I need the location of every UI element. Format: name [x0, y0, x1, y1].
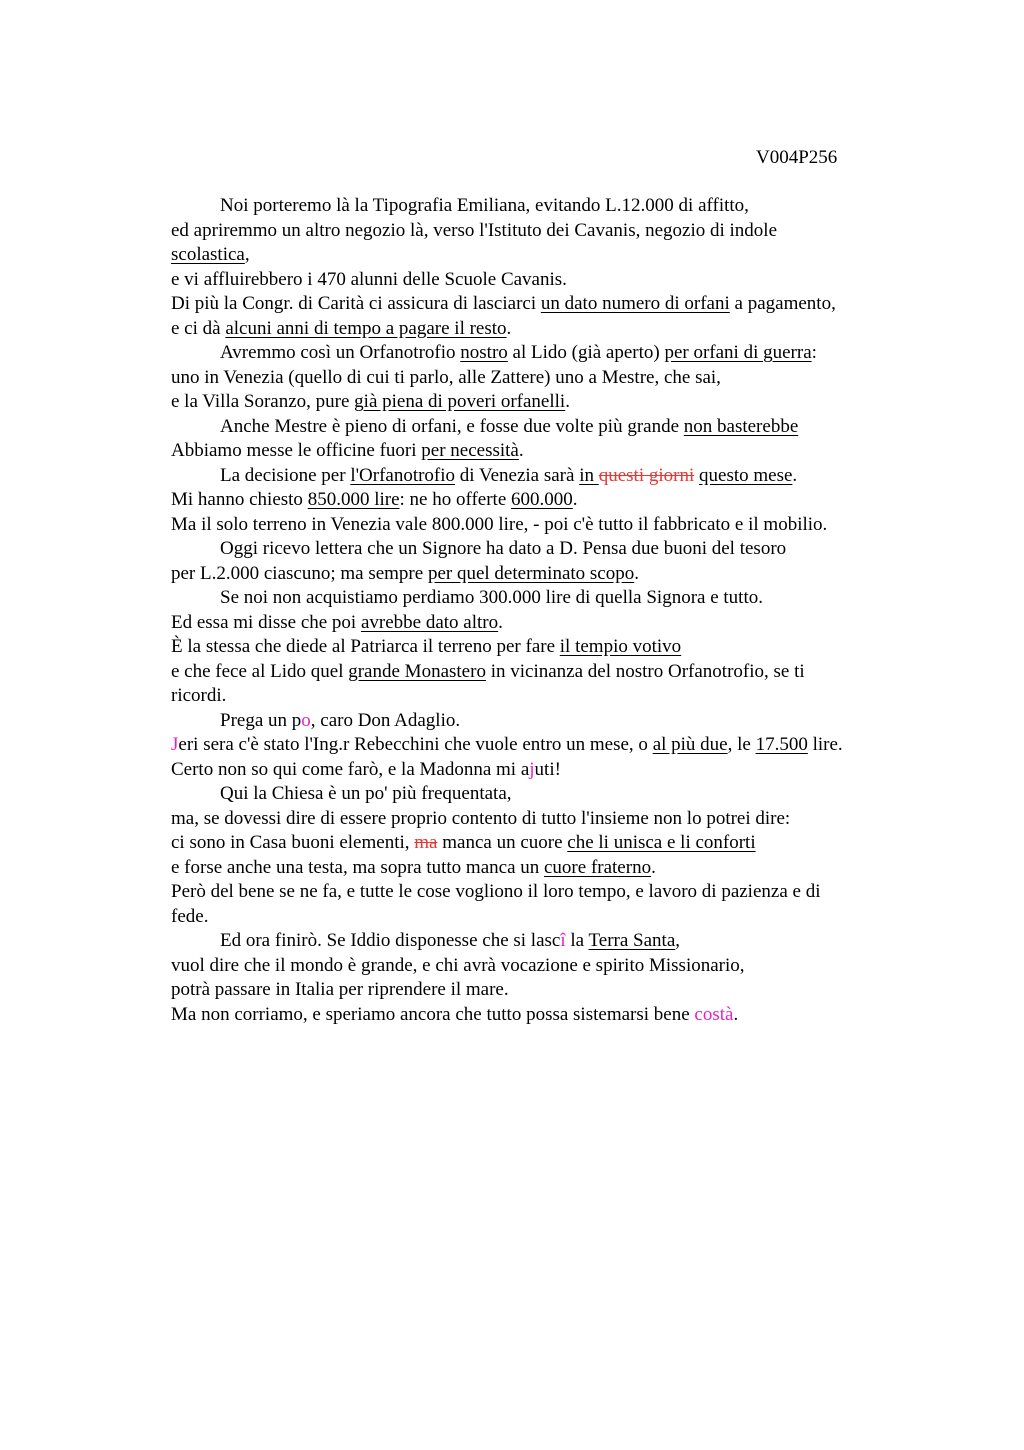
text-segment: ma, se dovessi dire di essere proprio contento di tutto l'insieme non lo potrei dire:	[171, 807, 791, 829]
text-line	[171, 562, 911, 587]
underlined-text: per quel determinato scopo	[427, 562, 635, 584]
text-segment: .	[498, 611, 503, 633]
text-segment: .	[506, 317, 512, 339]
text-segment: e vi affluirebbero i 470 alunni delle Scuole Cavanis.	[171, 268, 567, 290]
text-segment: in vicinanza del nostro Orfanotrofio, se ti	[485, 660, 805, 682]
text-segment: .	[634, 562, 639, 584]
text-line	[171, 341, 911, 366]
text-line	[171, 929, 911, 954]
text-line	[171, 758, 911, 783]
text-segment: vuol dire che il mondo è grande, e chi avrà vocazione e spirito Missionario,	[171, 954, 745, 976]
highlighted-text: J	[171, 734, 179, 755]
underlined-text: l'Orfanotrofio	[350, 464, 456, 486]
text-segment: :	[811, 342, 817, 363]
text-segment: lire.	[807, 734, 843, 755]
highlighted-text: o	[301, 709, 311, 731]
text-line	[171, 807, 911, 832]
highlighted-text: î	[560, 930, 566, 951]
text-line	[171, 268, 911, 293]
text-line	[171, 856, 911, 881]
text-segment: Ed ora finirò. Se Iddio disponesse che si lasc	[220, 930, 561, 951]
text-line	[171, 243, 911, 268]
highlighted-text: j	[529, 758, 535, 780]
text-line	[171, 317, 911, 342]
text-segment: Di più la Congr. di Carità ci assicura di lasciarci	[171, 293, 541, 314]
underlined-text: questo mese	[699, 464, 793, 486]
underlined-text: già piena di poveri orfanelli	[354, 391, 566, 412]
underlined-text: non basterebbe	[683, 415, 799, 437]
underlined-text: nostro	[460, 342, 508, 363]
text-line	[171, 513, 911, 538]
underlined-text: per necessità	[421, 440, 519, 461]
text-segment: .	[733, 1003, 739, 1025]
text-line	[171, 194, 911, 219]
text-segment: .	[518, 440, 524, 461]
text-segment: manca un cuore	[437, 832, 568, 853]
text-line	[171, 219, 911, 244]
text-segment: Certo non so qui come farò, e la Madonna mi a	[171, 758, 530, 780]
text-line	[171, 831, 911, 856]
text-segment: e che fece al Lido quel	[171, 660, 349, 682]
text-segment: ci sono in Casa buoni elementi,	[171, 832, 415, 853]
text-segment: .	[651, 856, 656, 878]
text-line	[171, 1003, 911, 1028]
text-segment: Prega un p	[220, 709, 302, 731]
text-segment: Anche Mestre è pieno di orfani, e fosse due volte più grande	[220, 415, 684, 437]
text-segment: fede.	[171, 905, 209, 927]
text-line	[171, 905, 911, 930]
text-line	[171, 488, 911, 513]
letter-body	[171, 194, 911, 1027]
underlined-text: grande Monastero	[348, 660, 486, 682]
text-line	[171, 978, 911, 1003]
underlined-text: scolastica	[171, 244, 245, 265]
text-segment: di Venezia sarà	[455, 464, 580, 486]
text-line	[171, 415, 911, 440]
text-segment: potrà passare in Italia per riprendere il mare.	[171, 979, 509, 1000]
text-segment: ed apriremmo un altro negozio là, verso l'Istituto dei Cavanis, negozio di indole	[171, 219, 777, 241]
text-line	[171, 635, 911, 660]
text-segment: al Lido (già aperto)	[507, 342, 665, 363]
text-segment: Avremmo così un Orfanotrofio	[220, 342, 461, 363]
text-segment: e forse anche una testa, ma sopra tutto manca un	[171, 856, 544, 878]
text-segment: a pagamento,	[729, 293, 836, 314]
text-segment: ,	[244, 244, 250, 265]
text-line	[171, 390, 911, 415]
text-segment: Mi hanno chiesto	[171, 489, 308, 510]
text-segment: Ma non corriamo, e speriamo ancora che tutto possa sistemarsi bene	[171, 1003, 695, 1025]
underlined-text: che li unisca e li conforti	[567, 832, 756, 853]
underlined-text: cuore fraterno	[544, 856, 652, 878]
text-segment: ricordi.	[171, 685, 227, 706]
text-segment: uno in Venezia (quello di cui ti parlo, alle Zattere) uno a Mestre, che sai,	[171, 366, 721, 388]
text-line	[171, 733, 911, 758]
underlined-text: alcuni anni di tempo a pagare il resto	[225, 317, 507, 339]
text-line	[171, 684, 911, 709]
underlined-text: al più due	[652, 734, 728, 755]
underlined-text: 600.000	[511, 489, 573, 510]
text-line	[171, 366, 911, 391]
text-segment: .	[792, 464, 798, 486]
text-segment: e ci dà	[171, 317, 226, 339]
underlined-text: Terra Santa	[588, 930, 676, 951]
text-segment: Oggi ricevo lettera che un Signore ha dato a D. Pensa due buoni del tesoro	[220, 538, 787, 559]
text-segment: È la stessa che diede al Patriarca il terreno per fare	[171, 636, 560, 657]
text-segment: ,	[675, 930, 681, 951]
underlined-text: il tempio votivo	[559, 636, 682, 657]
text-segment: Abbiamo messe le officine fuori	[171, 440, 422, 461]
text-segment: .	[565, 391, 570, 412]
text-segment: Ma il solo terreno in Venezia vale 800.000 lire, - poi c'è tutto il fabbricato e il mobilio.	[171, 513, 828, 535]
underlined-text: 850.000 lire	[307, 489, 400, 510]
text-line	[171, 611, 911, 636]
text-line	[171, 954, 911, 979]
text-segment: La decisione per	[220, 464, 351, 486]
text-segment: , caro Don Adaglio.	[310, 709, 461, 731]
text-segment: la	[565, 930, 589, 951]
text-segment: .	[572, 489, 578, 510]
underlined-text: un dato numero di orfani	[540, 293, 730, 314]
text-line	[171, 464, 911, 489]
text-segment: : ne ho offerte	[399, 489, 512, 510]
text-segment: per L.2.000 ciascuno; ma sempre	[171, 562, 428, 584]
text-line	[171, 782, 911, 807]
underlined-text: 17.500	[755, 734, 808, 755]
text-segment: Però del bene se ne fa, e tutte le cose vogliono il loro tempo, e lavoro di pazienza e di	[171, 881, 821, 902]
underlined-text: in	[579, 464, 599, 486]
underlined-text: avrebbe dato altro	[360, 611, 499, 633]
text-line	[171, 292, 911, 317]
page-identifier: V004P256	[756, 147, 838, 168]
text-line	[171, 537, 911, 562]
underlined-text: per orfani di guerra	[664, 342, 812, 363]
text-line	[171, 660, 911, 685]
text-line	[171, 439, 911, 464]
text-segment: uti!	[534, 758, 561, 780]
text-segment: , le	[727, 734, 756, 755]
text-segment: e la Villa Soranzo, pure	[171, 391, 355, 412]
text-segment: Noi porteremo là la Tipografia Emiliana, evitando L.12.000 di affitto,	[220, 195, 749, 216]
text-segment: eri sera c'è stato l'Ing.r Rebecchini che vuole entro un mese, o	[178, 734, 653, 755]
text-line	[171, 709, 911, 734]
struck-out-text: questi giorni	[598, 464, 695, 486]
text-segment: Ed essa mi disse che poi	[171, 611, 361, 633]
text-line	[171, 586, 911, 611]
highlighted-text: costà	[694, 1003, 734, 1025]
text-line	[171, 880, 911, 905]
text-segment: Qui la Chiesa è un po' più frequentata,	[220, 783, 512, 804]
text-segment: Se noi non acquistiamo perdiamo 300.000 lire di quella Signora e tutto.	[220, 587, 763, 608]
struck-out-text: ma	[414, 832, 438, 853]
